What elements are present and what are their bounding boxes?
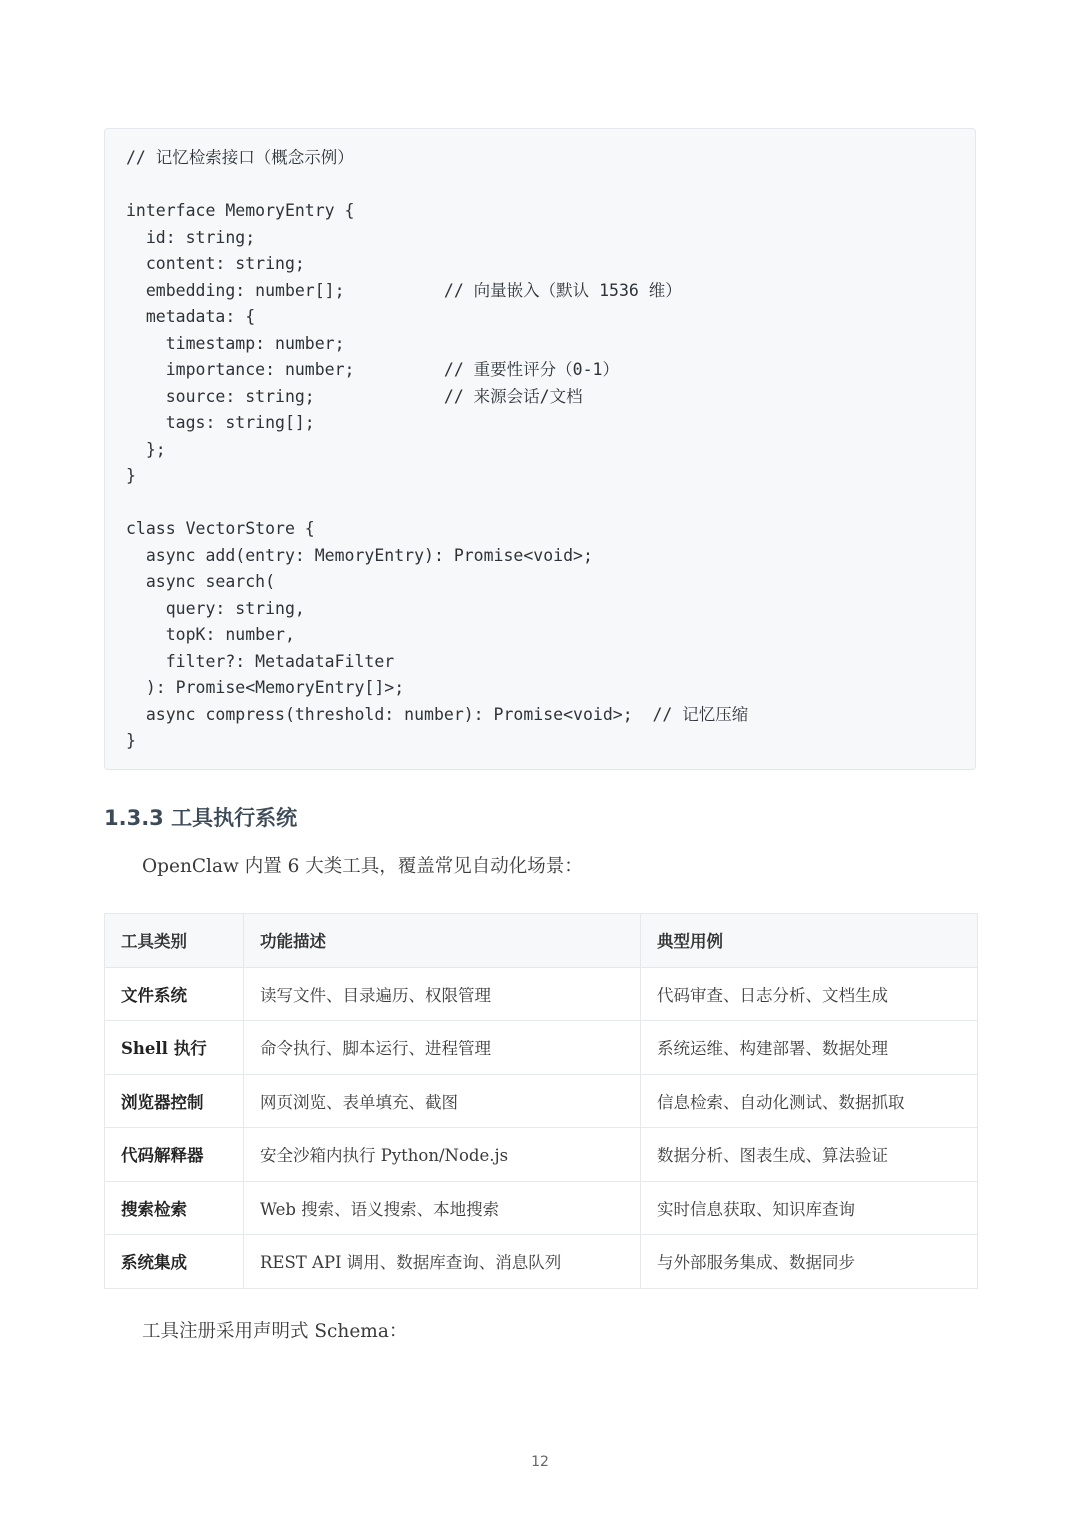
tool-category-cell: Shell 执行 — [105, 1021, 244, 1075]
code-line: interface MemoryEntry { — [126, 201, 355, 220]
code-line: } — [126, 731, 136, 750]
tool-category-cell: 文件系统 — [105, 967, 244, 1021]
code-line: importance: number; // 重要性评分（0-1） — [126, 360, 619, 379]
tool-usecase-cell: 系统运维、构建部署、数据处理 — [641, 1021, 978, 1075]
table-row — [105, 967, 978, 1021]
table-header-row — [105, 914, 978, 968]
code-line: metadata: { — [126, 307, 256, 326]
code-line: id: string; — [126, 227, 256, 247]
code-line: } — [126, 466, 136, 485]
code-block — [104, 128, 976, 770]
tool-description-cell: 网页浏览、表单填充、截图 — [244, 1074, 641, 1128]
code-line — [126, 490, 975, 517]
code-line: }; — [126, 439, 166, 459]
code-line: content: string; — [126, 254, 305, 273]
tools-table — [104, 913, 978, 1289]
code-line: topK: number, — [126, 625, 295, 644]
header-cell: 功能描述 — [244, 914, 641, 968]
table-row — [105, 1074, 978, 1128]
schema-paragraph: 工具注册采用声明式 Schema： — [142, 1321, 408, 1342]
tool-usecase-cell: 数据分析、图表生成、算法验证 — [641, 1128, 978, 1182]
header-cell: 工具类别 — [105, 914, 244, 968]
table-row — [105, 1021, 978, 1075]
page-number: 12 — [531, 1454, 549, 1470]
code-line — [126, 172, 975, 199]
code-line: async search( — [126, 572, 276, 591]
table-row — [105, 1235, 978, 1289]
tool-description-cell: 命令执行、脚本运行、进程管理 — [244, 1021, 641, 1075]
code-line: timestamp: number; — [126, 333, 345, 353]
header-cell: 典型用例 — [641, 914, 978, 968]
tool-description-cell: 读写文件、目录遍历、权限管理 — [244, 967, 641, 1021]
tool-category-cell: 系统集成 — [105, 1235, 244, 1289]
code-line: source: string; // 来源会话/文档 — [126, 386, 583, 406]
tool-description-cell: REST API 调用、数据库查询、消息队列 — [244, 1235, 641, 1289]
code-line: query: string, — [126, 598, 305, 618]
tool-description-cell: Web 搜索、语义搜索、本地搜索 — [244, 1181, 641, 1235]
tool-description-cell: 安全沙箱内执行 Python/Node.js — [244, 1128, 641, 1182]
code-line: tags: string[]; — [126, 413, 315, 432]
table-row — [105, 1128, 978, 1182]
tool-category-cell: 代码解释器 — [105, 1128, 244, 1182]
code-line: async compress(threshold: number): Promise<void>; // 记忆压缩 — [126, 704, 749, 724]
code-line: filter?: MetadataFilter — [126, 651, 395, 671]
code-line: ): Promise<MemoryEntry[]>; — [126, 678, 405, 697]
tool-usecase-cell: 实时信息获取、知识库查询 — [641, 1181, 978, 1235]
code-line: async add(entry: MemoryEntry): Promise<void>; — [126, 545, 593, 565]
code-line: class VectorStore { — [126, 519, 315, 538]
code-line: embedding: number[]; // 向量嵌入（默认 1536 维） — [126, 280, 682, 300]
tool-usecase-cell: 与外部服务集成、数据同步 — [641, 1235, 978, 1289]
intro-paragraph: OpenClaw 内置 6 大类工具，覆盖常见自动化场景： — [142, 856, 583, 877]
tool-category-cell: 浏览器控制 — [105, 1074, 244, 1128]
tool-usecase-cell: 信息检索、自动化测试、数据抓取 — [641, 1074, 978, 1128]
table-row — [105, 1181, 978, 1235]
code-line: // 记忆检索接口（概念示例） — [126, 148, 354, 167]
tool-usecase-cell: 代码审查、日志分析、文档生成 — [641, 967, 978, 1021]
section-heading: 1.3.3 工具执行系统 — [104, 806, 298, 830]
tool-category-cell: 搜索检索 — [105, 1181, 244, 1235]
